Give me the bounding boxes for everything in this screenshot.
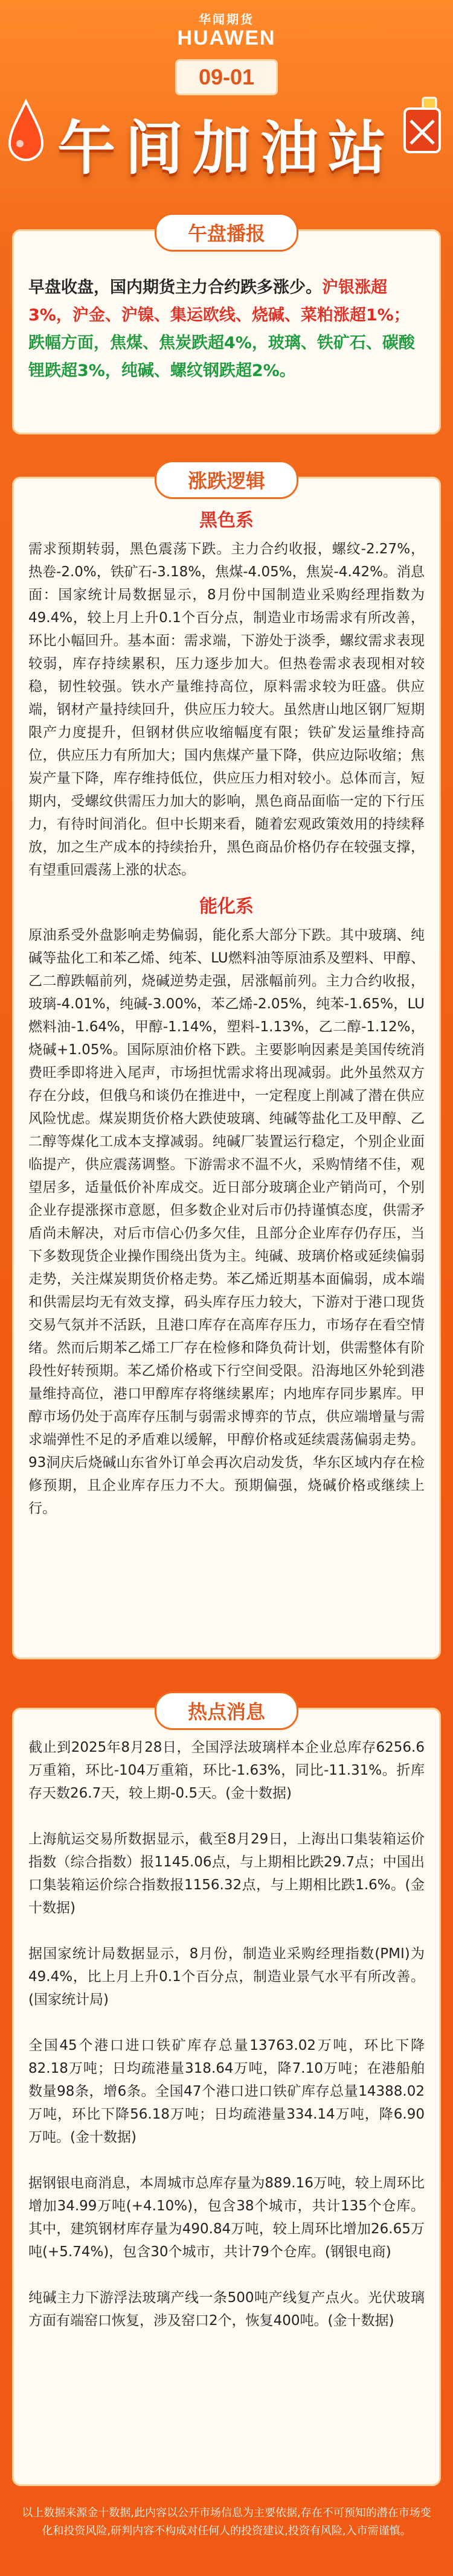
summary-intro: 早盘收盘，国内期货主力合约跌多涨少。 bbox=[28, 278, 322, 297]
summary-falls: 跌幅方面，焦煤、焦炭跌超4%，玻璃、铁矿石、碳酸锂跌超3%，纯碱、螺纹钢跌超2%。 bbox=[28, 334, 415, 380]
page-title: 午间加油站 bbox=[57, 115, 396, 182]
summary-text bbox=[28, 274, 425, 385]
summary-rises: 沪银涨超3%，沪金、沪镍、集运欧线、烧碱、菜粕涨超1%； bbox=[28, 278, 410, 325]
news-item: 上海航运交易所数据显示，截至8月29日，上海出口集装箱运价指数（综合指数）报1145.06点，与上期相比跌29.7点；中国出口集装箱运价综合指数报1156.32点，与上期相比跌1.6%。(金十数据) bbox=[28, 1831, 425, 1916]
news-item: 据国家统计局数据显示，8月份，制造业采购经理指数(PMI)为49.4%，比上月上升0.1个百分点，制造业景气水平有所改善。(国家统计局) bbox=[28, 1946, 425, 2008]
logic-tag: 涨跌逻辑 bbox=[155, 460, 298, 499]
header bbox=[0, 0, 453, 217]
energy-series-text: 原油系受外盘影响走势偏弱，能化系大部分下跌。其中玻璃、纯碱等盐化工和苯乙烯、纯苯、LU燃料油等原油系及塑料、甲醇、乙二醇跌幅前列，烧碱逆势走强，居涨幅前列。主力合约收报，玻璃-4.01%，纯碱-3.00%，苯乙烯-2.05%，纯苯-1.65%，LU燃料油-1.64%，甲醇-1.14%，塑料-1.13%，乙二醇-1.12%，烧碱+1.05%。国际原油价格下跌。主要影响因素是美国传统消费旺季即将进入尾声，市场担忧需求将出现减弱。此外虽然双方存在分歧，但俄乌和谈仍在推进中，一定程度上削减了潜在供应风险忧虑。煤炭期货价格大跌使玻璃、纯碱等盐化工及甲醇、乙二醇等煤化工成本支撑减弱。纯碱厂装置运行稳定，个别企业面临提产，供应震荡调整。下游需求不温不火，采购情绪不佳，观望居多，适量低价补库成交。近日部分玻璃企业产销尚可，个别企业存提涨探市意愿，但多数企业对后市仍持谨慎态度，供需矛盾尚未解决，对后市信心仍多欠佳，且部分企业库存仍存压，当下多数现货企业操作围绕出货为主。纯碱、玻璃价格或延续偏弱走势，关注煤炭期货价格走势。苯乙烯近期基本面偏弱，成本端和供需层均无有效支撑，码头库存压力较大，下游对于港口现货交易气氛并不活跃，且港口库存在高库存压力，市场存在看空情绪。然而后期苯乙烯工厂存在检修和降负荷计划，供需整体有阶段性好转预期。苯乙烯价格或下行空间受限。沿海地区外轮到港量维持高位，港口甲醇库存将继续累库；内地库存同步累库。甲醇市场仍处于高库存压制与弱需求博弈的节点，供应端增量与需求端弹性不足的矛盾难以缓解，甲醇价格或延续震荡偏弱走势。93洞庆后烧碱山东省外订单会再次启动发货，华东区域内存在检修预期，且企业库存压力不大。预期偏强，烧碱价格或继续上行。 bbox=[28, 927, 425, 1516]
date-badge: 09-01 bbox=[175, 59, 278, 95]
logic-card bbox=[12, 469, 441, 1659]
news-item: 全国45个港口进口铁矿库存总量13763.02万吨，环比下降82.18万吨；日均疏港量318.64万吨，降7.10万吨；在港船舶数量98条，增6条。全国47个港口进口铁矿库存总量14388.02万吨，环比下降56.18万吨；日均疏港量334.14万吨，降6.90万吨。(金十数据) bbox=[28, 2038, 425, 2145]
news-tag: 热点消息 bbox=[155, 1691, 298, 1730]
black-series-title: 黑色系 bbox=[199, 510, 254, 531]
energy-series-title: 能化系 bbox=[199, 896, 254, 917]
news-item: 据钢银电商消息，本周城市总库存量为889.16万吨，较上周环比增加34.99万吨(+4.10%)，包含38个城市，共计135个仓库。其中，建筑钢材库存量为490.84万吨，较上周环比增加26.65万吨(+5.74%)，包含30个城市，共计79个仓库。(钢银电商) bbox=[28, 2175, 425, 2260]
summary-tag: 午盘播报 bbox=[155, 213, 298, 252]
summary-card bbox=[12, 222, 441, 434]
brand-en: HUAWEN bbox=[177, 27, 276, 49]
news-card bbox=[12, 1700, 441, 2486]
brand-logo bbox=[0, 10, 453, 49]
black-series-text: 需求预期转弱，黑色震荡下跌。主力合约收报，螺纹-2.27%，热卷-2.0%，铁矿石-3.18%，焦煤-4.05%，焦炭-4.42%。消息面：国家统计局数据显示，8月份中国制造业采购经理指数为49.4%，较上月上升0.1个百分点，制造业市场需求有所改善，环比小幅回升。基本面：需求端，下游处于淡季，螺纹需求表现较弱，库存持续累积，压力逐步加大。但热卷需求表现相对较稳，韧性较强。铁水产量维持高位，原料需求较为旺盛。供应端，钢材产量持续回升，供应压力较大。虽然唐山地区钢厂短期限产力度提升，但钢材供应收缩幅度有限；铁矿发运量维持高位，供应压力有所加大；国内焦煤产量下降，供应边际收缩；焦炭产量下降，库存维持低位，供应压力相对较小。总体而言，短期内，受螺纹供需压力加大的影响，黑色商品面临一定的下行压力，有待时间消化。但中长期来看，随着宏观政策效用的持续释放，加之生产成本的持续抬升，黑色商品价格仍存在较强支撑，有望重回震荡上涨的状态。 bbox=[28, 541, 425, 878]
disclaimer: 以上数据来源金十数据,此内容以公开市场信息为主要依据,存在不可预知的潜在市场变化和投资风险,研判内容不构成对任何人的投资建议,投资有风险,入市需谨慎。 bbox=[22, 2507, 431, 2537]
brand-cn: 华闻期货 bbox=[199, 12, 254, 27]
news-item: 纯碱主力下游浮法玻璃产线一条500吨产线复产点火。光伏玻璃方面有端窑口恢复，涉及窑口2个，恢复400吨。(金十数据) bbox=[28, 2290, 425, 2329]
news-item: 截止到2025年8月28日，全国浮法玻璃样本企业总库存6256.6万重箱，环比-104万重箱，环比-1.63%，同比-11.31%。折库存天数26.7天，较上期-0.5天。(金十数据) bbox=[28, 1740, 425, 1801]
